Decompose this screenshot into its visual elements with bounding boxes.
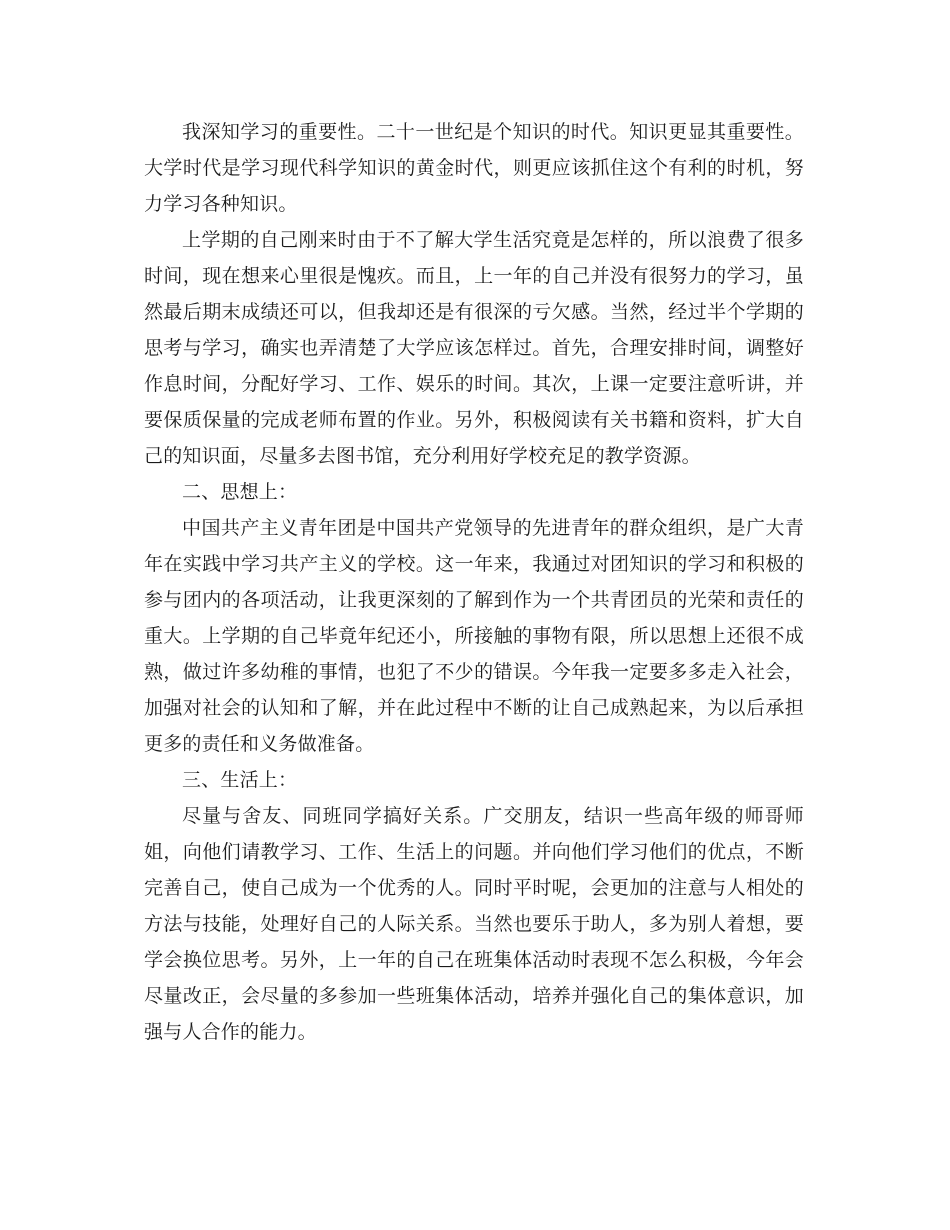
section-heading-life: 三、生活上： bbox=[182, 769, 298, 791]
paragraph-study-importance: 我深知学习的重要性。二十一世纪是个知识的时代。知识更显其重要性。大学时代是学习现代科学知识的黄金时代，则更应该抓住这个有利的时机，努力学习各种知识。 bbox=[144, 121, 804, 215]
section-heading-thought: 二、思想上： bbox=[182, 481, 298, 503]
paragraph-relationships: 尽量与舍友、同班同学搞好关系。广交朋友，结识一些高年级的师哥师姐，向他们请教学习、工作、生活上的问题。并向他们学习他们的优点，不断完善自己，使自己成为一个优秀的人。同时平时呢，会更加的注意与人相处的方法与技能，处理好自己的人际关系。当然也要乐于助人，多为别人着想，要学会换位思考。另外，上一年的自己在班集体活动时表现不怎么积极，今年会尽量改正，会尽量的多参加一些班集体活动，培养并强化自己的集体意识，加强与人合作的能力。 bbox=[144, 805, 804, 1043]
paragraph-last-semester: 上学期的自己刚来时由于不了解大学生活究竟是怎样的，所以浪费了很多时间，现在想来心里很是愧疚。而且，上一年的自己并没有很努力的学习，虽然最后期末成绩还可以，但我却还是有很深的亏欠感。当然，经过半个学期的思考与学习，确实也弄清楚了大学应该怎样过。首先，合理安排时间，调整好作息时间，分配好学习、工作、娱乐的时间。其次，上课一定要注意听讲，并要保质保量的完成老师布置的作业。另外，积极阅读有关书籍和资料，扩大自己的知识面，尽量多去图书馆，充分利用好学校充足的教学资源。 bbox=[144, 229, 804, 467]
paragraph-youth-league: 中国共产主义青年团是中国共产党领导的先进青年的群众组织，是广大青年在实践中学习共产主义的学校。这一年来，我通过对团知识的学习和积极的参与团内的各项活动，让我更深刻的了解到作为一个共青团员的光荣和责任的重大。上学期的自己毕竟年纪还小，所接触的事物有限，所以思想上还很不成熟，做过许多幼稚的事情，也犯了不少的错误。今年我一定要多多走入社会，加强对社会的认知和了解，并在此过程中不断的让自己成熟起来，为以后承担更多的责任和义务做准备。 bbox=[144, 517, 804, 755]
document-body bbox=[144, 114, 804, 1050]
